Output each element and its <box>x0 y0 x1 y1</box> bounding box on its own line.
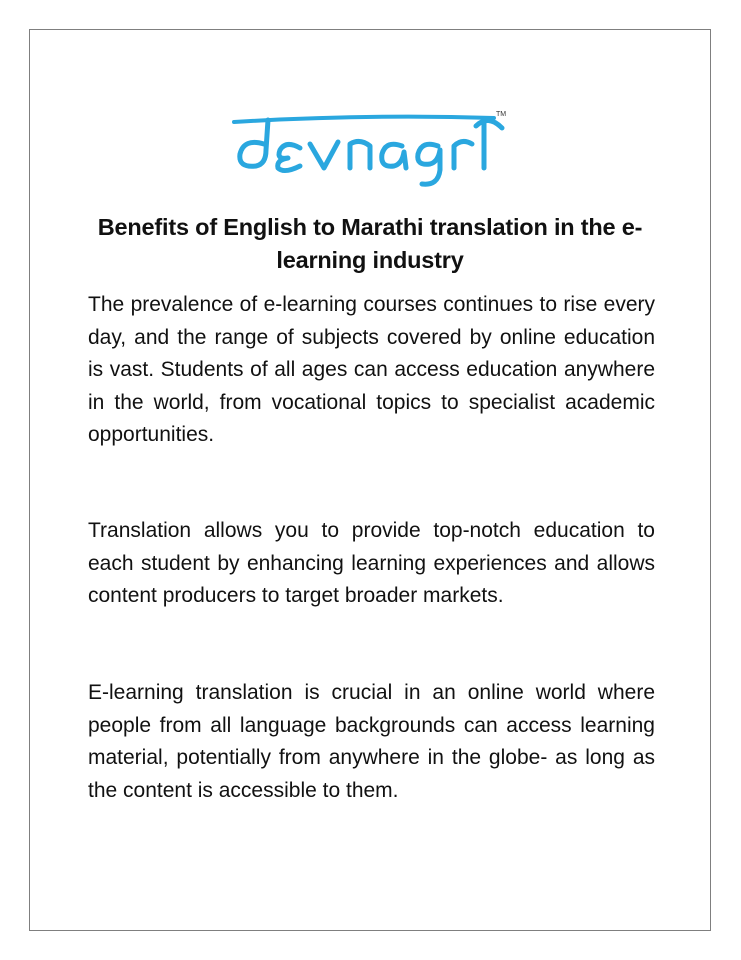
devnagri-logo-graphic <box>226 104 516 196</box>
paragraph-intro: The prevalence of e-learning courses continues to rise every day, and the range of subjects covered by online education is vast. Students of all ages can access education anywhere in the world, from vocational topics to specialist academic opportunities. <box>88 293 655 446</box>
paragraph-translation-benefits: Translation allows you to provide top-notch education to each student by enhancing learning experiences and allows content producers to target broader markets. <box>88 519 655 607</box>
devnagri-logo <box>226 104 516 196</box>
trademark-mark: TM <box>496 111 507 118</box>
document-title: Benefits of English to Marathi translation in the e-learning industry <box>97 214 643 273</box>
paragraph-elearning-importance: E-learning translation is crucial in an online world where people from all language backgrounds can access learning material, potentially from anywhere in the globe- as long as the content is accessible to them. <box>88 681 655 802</box>
